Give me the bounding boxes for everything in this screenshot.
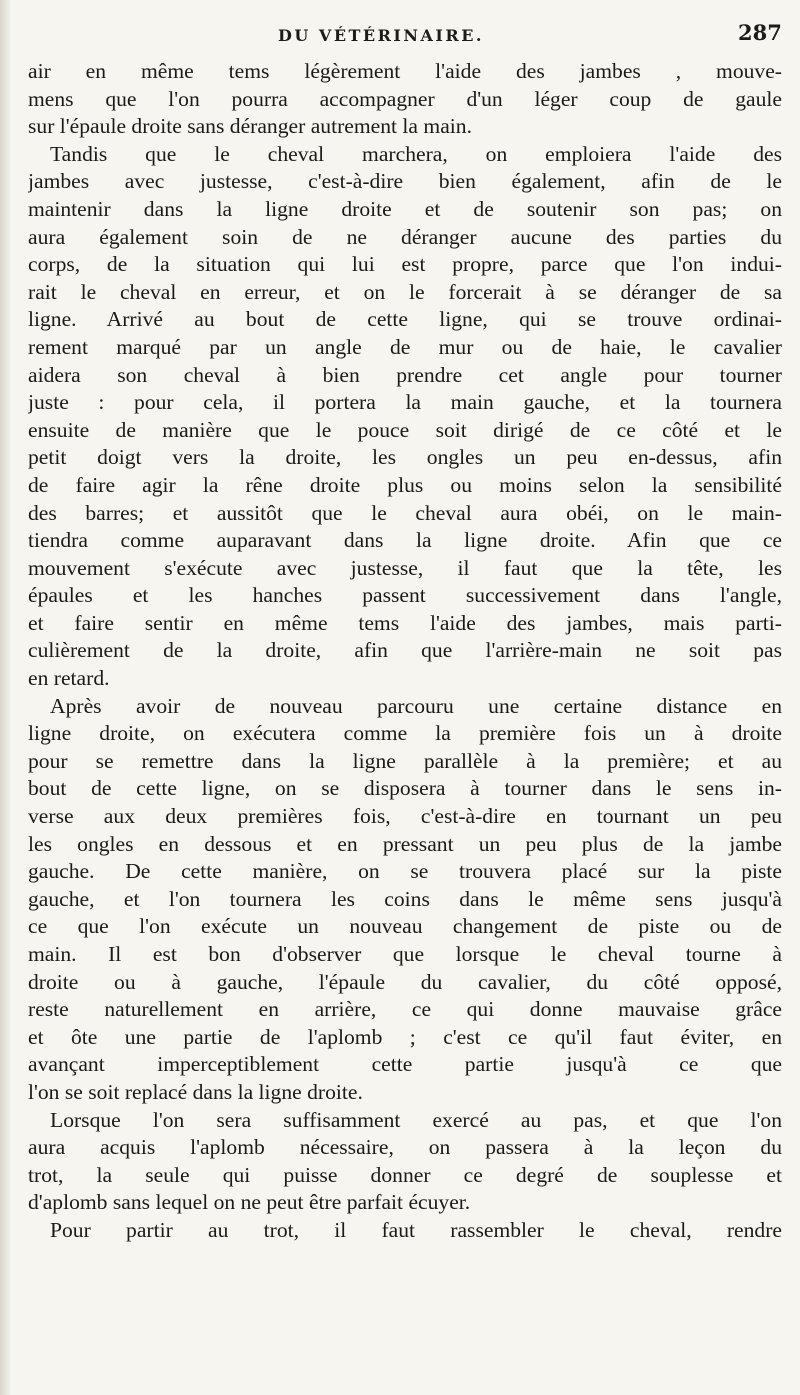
text-line: de faire agir la rêne droite plus ou moins selon la sensibilité [28,472,782,497]
text-line: Après avoir de nouveau parcouru une certaine distance en [50,693,782,718]
text-line: des barres; et aussitôt que le cheval aura obéi, on le main- [28,500,782,525]
text-line: aura également soin de ne déranger aucune des parties du [28,224,782,249]
text-line: rait le cheval en erreur, et on le forcerait à se déranger de sa [28,279,782,304]
text-line: les ongles en dessous et en pressant un peu plus de la jambe [28,831,782,856]
text-line: air en même tems légèrement l'aide des jambes , mouve- [28,59,782,83]
text-line: sur l'épaule droite sans déranger autrement la main. [28,114,472,139]
text-line: Tandis que le cheval marchera, on emploiera l'aide des [50,141,782,166]
text-line: maintenir dans la ligne droite et de soutenir son pas; on [28,196,782,221]
page-header [0,20,800,56]
text-line: reste naturellement en arrière, ce qui donne mauvaise grâce [28,997,782,1022]
text-line: gauche. De cette manière, on se trouvera placé sur la piste [28,859,782,884]
page-number: 287 [738,20,782,45]
text-line: Pour partir au trot, il faut rassembler le cheval, rendre [50,1217,782,1242]
text-line: mouvement s'exécute avec justesse, il faut que la tête, les [28,555,782,580]
body-text [28,58,782,1245]
text-line: en retard. [28,666,110,691]
text-line: Lorsque l'on sera suffisamment exercé au pas, et que l'on [50,1107,782,1132]
text-line: corps, de la situation qui lui est propre, parce que l'on indui- [28,252,782,277]
text-line: avançant imperceptiblement cette partie jusqu'à ce que [28,1052,782,1077]
text-line: pour se remettre dans la ligne parallèle à la première; et au [28,748,782,773]
text-line: bout de cette ligne, on se disposera à tourner dans le sens in- [28,776,782,801]
text-line: et faire sentir en même tems l'aide des jambes, mais parti- [28,610,782,635]
text-line: trot, la seule qui puisse donner ce degré de souplesse et [28,1162,782,1187]
text-line: culièrement de la droite, afin que l'arrière-main ne soit pas [28,638,782,663]
text-line: l'on se soit replacé dans la ligne droite. [28,1079,363,1104]
text-line: aura acquis l'aplomb nécessaire, on passera à la leçon du [28,1135,782,1160]
text-line: aidera son cheval à bien prendre cet angle pour tourner [28,362,782,387]
text-line: rement marqué par un angle de mur ou de haie, le cavalier [28,334,782,359]
text-line: droite ou à gauche, l'épaule du cavalier, du côté opposé, [28,969,782,994]
text-line: verse aux deux premières fois, c'est-à-dire en tournant un peu [28,804,782,829]
text-line: ce que l'on exécute un nouveau changement de piste ou de [28,914,782,939]
text-line: ligne droite, on exécutera comme la première fois un à droite [28,721,782,746]
text-line: tiendra comme auparavant dans la ligne droite. Afin que ce [28,528,782,553]
page-gutter-shadow [0,0,10,1395]
text-line: main. Il est bon d'observer que lorsque le cheval tourne à [28,942,782,966]
text-line: d'aplomb sans lequel on ne peut être parfait écuyer. [28,1190,471,1215]
text-line: épaules et les hanches passent successivement dans l'angle, [28,583,782,608]
text-line: mens que l'on pourra accompagner d'un léger coup de gaule [28,86,782,111]
text-line: petit doigt vers la droite, les ongles un peu en-dessus, afin [28,445,782,470]
running-head: DU VÉTÉRINAIRE. [278,26,484,45]
text-line: ensuite de manière que le pouce soit dirigé de ce côté et le [28,417,782,442]
text-line: gauche, et l'on tournera les coins dans le même sens jusqu'à [28,886,782,911]
text-line: ligne. Arrivé au bout de cette ligne, qui se trouve ordinai- [28,307,782,332]
text-line: jambes avec justesse, c'est-à-dire bien également, afin de le [28,169,782,194]
text-line: et ôte une partie de l'aplomb ; c'est ce qu'il faut éviter, en [28,1024,782,1049]
text-line: juste : pour cela, il portera la main gauche, et la tournera [28,390,782,415]
